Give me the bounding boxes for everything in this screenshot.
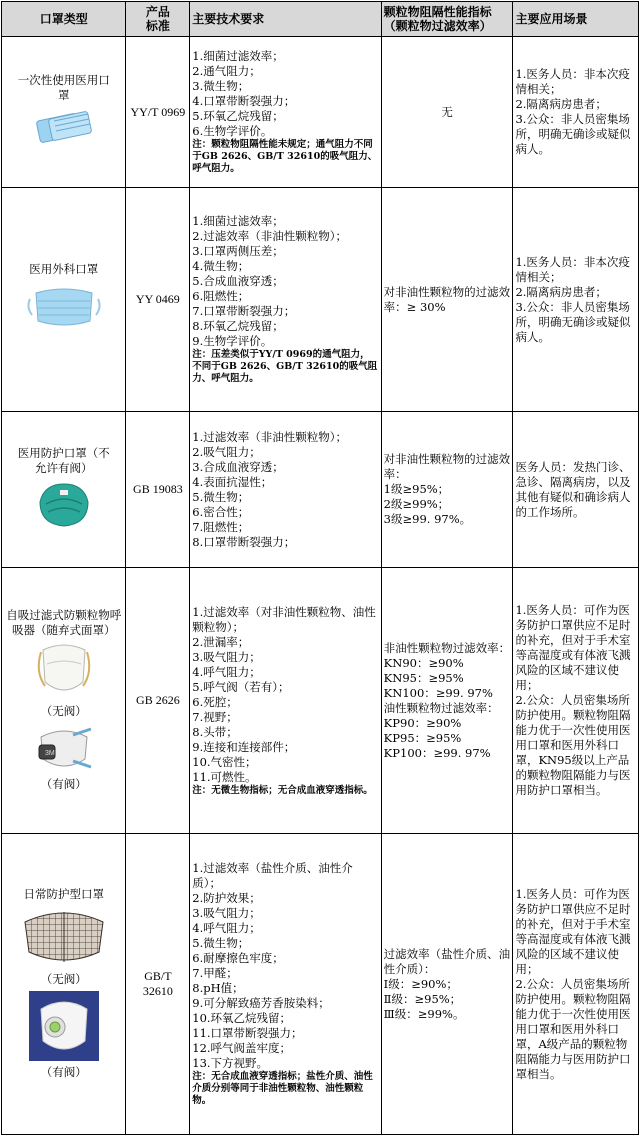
- mask-type-name: 一次性使用医用口罩: [17, 73, 110, 102]
- requirement-item: 4.表面抗湿性；: [192, 474, 273, 489]
- filtration-item: KN100：≥99. 97%: [383, 685, 493, 700]
- header-standard-text: 产品 标准: [145, 5, 170, 33]
- table-row: [2, 412, 639, 568]
- requirement-item: 5.呼气阀（若有）；: [192, 679, 290, 694]
- requirement-item: 10.气密性；: [192, 754, 257, 769]
- mask-type-cell: [2, 412, 126, 568]
- requirement-item: 7.口罩带断裂强力；: [192, 304, 296, 318]
- requirement-item: 8.环氧乙烷残留；: [192, 319, 284, 333]
- table-row: [2, 188, 639, 412]
- requirement-item: 6.密合性；: [192, 504, 250, 519]
- filtration-item: 过滤效率（盐性介质、油性介质）：: [383, 946, 511, 976]
- requirement-item: 4.呼气阻力；: [192, 921, 261, 935]
- requirement-item: 3.吸气阻力；: [192, 906, 261, 920]
- mask-type-name: 医用外科口罩: [29, 262, 99, 276]
- requirement-item: 5.合成血液穿透；: [192, 274, 284, 288]
- mask-comparison-table: [1, 1, 639, 1135]
- scenario-item: 医务人员：发热门诊、急诊、隔离病房，以及其他有疑似和确诊病人的工作场所。: [515, 459, 631, 519]
- filtration-item: KP95：≥95%: [383, 730, 462, 745]
- filtration-item: 非油性颗粒物过滤效率：: [383, 640, 511, 655]
- scenario-item: 2.公众：人员密集场所防护使用。颗粒物阻隔能力优于一次性使用医用口罩和医用外科口罩，KN95级以上产品的颗粒物阻隔能力与医用防护口罩相当。: [515, 693, 631, 797]
- scenario-item: 1.医务人员：可作为医务防护口罩供应不足时的补充，但对于手术室等高湿度或有体液飞溅风险的区域不建议使用；: [515, 886, 631, 976]
- header-scenarios: 主要应用场景: [513, 2, 639, 37]
- mask-type-name: 自吸过滤式防颗粒物呼吸器（随弃式面罩）: [6, 607, 122, 637]
- disposable-mask-image: [32, 107, 96, 147]
- requirement-item: 1.细菌过滤效率；: [192, 49, 284, 63]
- requirement-item: 2.通气阻力；: [192, 64, 261, 78]
- unvalved-respirator-image: [33, 642, 95, 700]
- standard-cell: YY 0469: [126, 188, 190, 412]
- requirement-item: 1.细菌过滤效率；: [192, 214, 284, 228]
- mask-type-cell: [2, 834, 126, 1135]
- surgical-mask-image: [26, 281, 102, 333]
- requirement-item: 1.过滤效率（对非油性颗粒物、油性颗粒物）；: [192, 604, 376, 634]
- requirement-item: 2.过滤效率（非油性颗粒物）；: [192, 229, 347, 243]
- filtration-item: Ⅰ级：≥90%；: [383, 976, 458, 991]
- table-row: [2, 834, 639, 1135]
- standard-cell: GB 19083: [126, 412, 190, 568]
- requirements-cell: [190, 37, 381, 188]
- requirement-item: 8.头带；: [192, 724, 238, 739]
- standard-cell: GB/T 32610: [126, 834, 190, 1135]
- requirement-item: 13.下方视野。: [192, 1056, 269, 1070]
- requirement-item: 8.口罩带断裂强力；: [192, 534, 296, 549]
- filtration-item: 无: [441, 104, 453, 119]
- scenario-cell: [513, 412, 639, 568]
- scenario-cell: [513, 188, 639, 412]
- requirements-cell: [190, 834, 381, 1135]
- requirements-cell: [190, 412, 381, 568]
- requirements-cell: [190, 188, 381, 412]
- header-requirements: 主要技术要求: [190, 2, 381, 37]
- mask-caption: （有阀）: [40, 776, 87, 791]
- requirement-item: 2.防护效果；: [192, 891, 261, 905]
- requirement-item: 9.生物学评价。: [192, 334, 273, 348]
- scenario-item: 3.公众：非人员密集场所，明确无确诊或疑似病人。: [515, 299, 631, 344]
- scenario-item: 1.医务人员：非本次疫情相关；: [515, 67, 630, 96]
- filtration-cell: [381, 37, 513, 188]
- requirement-item: 3.口罩两侧压差；: [192, 244, 284, 258]
- requirement-note: 注：颗粒物阻隔性能未规定；通气阻力不同于GB 2626、GB/T 32610的吸气阻力、呼气阻力。: [192, 139, 378, 174]
- filtration-cell: [381, 834, 513, 1135]
- requirement-item: 7.视野；: [192, 709, 238, 724]
- requirement-item: 8.pH值；: [192, 981, 244, 995]
- scenario-item: 1.医务人员：可作为医务防护口罩供应不足时的补充，但对于手术室等高湿度或有体液飞溅风险的区域不建议使用；: [515, 603, 631, 692]
- n95-medical-mask-image: [34, 480, 94, 530]
- scenario-item: 2.隔离病房患者；: [515, 284, 607, 299]
- requirement-item: 5.微生物；: [192, 936, 250, 950]
- requirement-item: 10.环氧乙烷残留；: [192, 1011, 292, 1025]
- filtration-cell: [381, 568, 513, 834]
- requirement-item: 11.口罩带断裂强力；: [192, 1026, 303, 1040]
- mask-caption: （无阀）: [40, 703, 87, 718]
- filtration-item: KN95：≥95%: [383, 670, 464, 685]
- svg-text:3M: 3M: [44, 749, 55, 757]
- scenario-cell: [513, 834, 639, 1135]
- requirement-item: 5.微生物；: [192, 489, 250, 504]
- mask-type-cell: [2, 568, 126, 834]
- filtration-item: Ⅱ级：≥95%；: [383, 991, 462, 1006]
- filtration-cell: [381, 412, 513, 568]
- requirement-item: 4.微生物；: [192, 259, 250, 273]
- requirement-note: 注：无微生物指标；无合成血液穿透指标。: [192, 784, 373, 796]
- filtration-item: 2级≥99%；: [383, 497, 450, 511]
- requirement-item: 6.耐摩擦色牢度；: [192, 951, 284, 965]
- requirement-item: 2.吸气阻力；: [192, 444, 261, 459]
- filtration-item: 油性颗粒物过滤效率：: [383, 700, 499, 715]
- requirement-item: 9.可分解致癌芳香胺染料；: [192, 996, 330, 1010]
- requirement-item: 4.口罩带断裂强力；: [192, 94, 296, 108]
- requirement-item: 1.过滤效率（盐性介质、油性介质）；: [192, 861, 353, 890]
- plaid-cloth-mask-image: [19, 906, 109, 968]
- scenario-item: 2.公众：人员密集场所防护使用。颗粒物阻隔能力优于一次性使用医用口罩和医用外科口罩，A级产品的颗粒物阻隔能力与医用防护口罩相当。: [515, 976, 631, 1081]
- mask-type-name: 日常防护型口罩: [23, 886, 104, 901]
- scenario-item: 2.隔离病房患者；: [515, 97, 607, 111]
- requirement-item: 2.泄漏率；: [192, 634, 250, 649]
- header-mask-type: 口罩类型: [2, 2, 126, 37]
- header-row: [2, 2, 639, 37]
- mask-type-cell: [2, 37, 126, 188]
- filtration-item: KN90：≥90%: [383, 655, 464, 670]
- mask-caption: （有阀）: [40, 1064, 87, 1079]
- valved-respirator-image: [33, 723, 95, 773]
- scenario-item: 1.医务人员：非本次疫情相关；: [515, 254, 630, 284]
- requirement-item: 11.可燃性。: [192, 769, 257, 784]
- filtration-item: 对非油性颗粒物的过滤效率：: [383, 452, 511, 481]
- requirement-item: 1.过滤效率（非油性颗粒物）；: [192, 429, 347, 444]
- header-filtration: 颗粒物阻隔性能指标（颗粒物过滤效率）: [381, 2, 513, 37]
- requirement-item: 12.呼气阀盖牢度；: [192, 1041, 292, 1055]
- filtration-item: KP90：≥90%: [383, 715, 462, 730]
- table-row: [2, 568, 639, 834]
- mask-type-name: 医用防护口罩（不允许有阀）: [17, 445, 110, 475]
- requirement-item: 6.生物学评价。: [192, 124, 273, 138]
- mask-type-cell: [2, 188, 126, 412]
- standard-cell: GB 2626: [126, 568, 190, 834]
- filtration-item: 3级≥99. 97%。: [383, 512, 472, 526]
- valved-daily-mask-image: [29, 991, 99, 1061]
- requirement-item: 7.甲醛；: [192, 966, 238, 980]
- requirement-note: 注：压差类似于YY/T 0969的通气阻力，不同于GB 2626、GB/T 32610的吸气阻力、呼气阻力。: [192, 349, 378, 384]
- requirements-cell: [190, 568, 381, 834]
- requirement-item: 6.死腔；: [192, 694, 238, 709]
- requirement-item: 3.微生物；: [192, 79, 250, 93]
- filtration-item: Ⅲ级：≥99%。: [383, 1006, 465, 1021]
- table-row: [2, 37, 639, 188]
- requirement-item: 9.连接和连接部件；: [192, 739, 296, 754]
- filtration-cell: [381, 188, 513, 412]
- mask-caption: （无阀）: [40, 971, 87, 986]
- scenario-cell: [513, 37, 639, 188]
- scenario-cell: [513, 568, 639, 834]
- requirement-item: 6.阻燃性；: [192, 289, 250, 303]
- filtration-item: 对非油性颗粒物的过滤效率：≥ 30%: [383, 284, 511, 314]
- filtration-item: KP100：≥99. 97%: [383, 745, 491, 760]
- requirement-item: 3.合成血液穿透；: [192, 459, 284, 474]
- requirement-item: 7.阻燃性；: [192, 519, 250, 534]
- standard-cell: YY/T 0969: [126, 37, 190, 188]
- requirement-note: 注：无合成血液穿透指标；盐性介质、油性介质分别等同于非油性颗粒物、油性颗粒物。: [192, 1071, 373, 1106]
- header-standard: [126, 2, 190, 37]
- requirement-item: 3.吸气阻力；: [192, 649, 261, 664]
- requirement-item: 4.呼气阻力；: [192, 664, 261, 679]
- requirement-item: 5.环氧乙烷残留；: [192, 109, 284, 123]
- scenario-item: 3.公众：非人员密集场所，明确无确诊或疑似病人。: [515, 112, 631, 156]
- filtration-item: 1级≥95%；: [383, 482, 450, 496]
